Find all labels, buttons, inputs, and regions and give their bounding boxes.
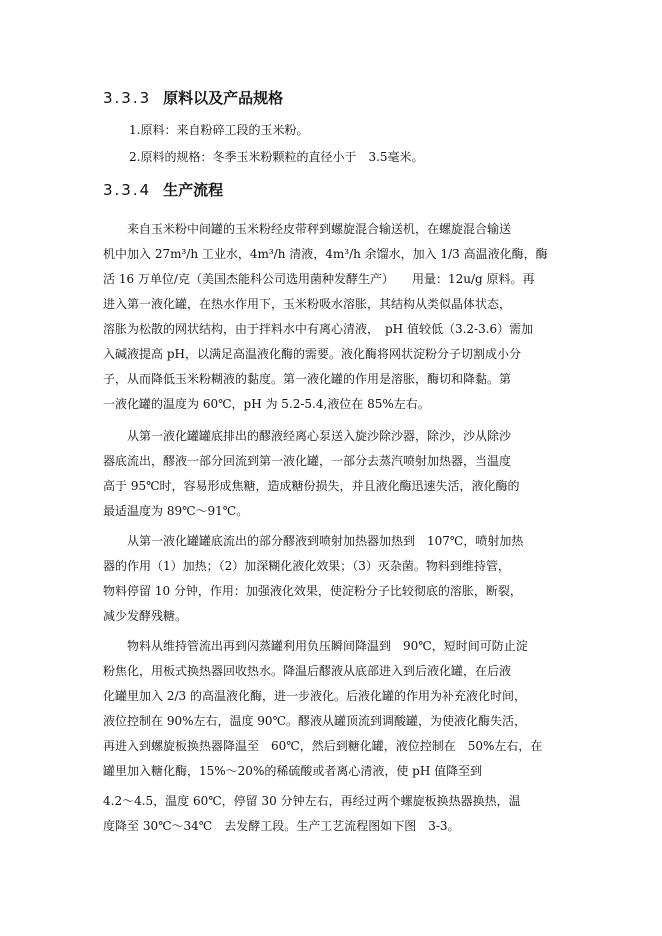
paragraph-line: 液位控制在 90%左右，温度 90℃。醪液从罐顶流到调酸罐，为使液化酶失活， xyxy=(103,714,526,728)
section-number: 3.3.4 xyxy=(103,181,152,199)
section-heading-3-3-4 xyxy=(103,180,223,200)
paragraph-line: 从第一液化罐罐底流出的部分醪液到喷射加热器加热到 107℃，喷射加热 xyxy=(127,534,524,548)
paragraph-line: 粉焦化，用板式换热器回收热水。降温后醪液从底部进入到后液化罐，在后液 xyxy=(103,664,512,678)
paragraph-line: 子，从而降低玉米粉糊液的黏度。第一液化罐的作用是溶胀，酶切和降黏。第 xyxy=(103,372,512,386)
paragraph-line: 入碱液提高 pH，以满足高温液化酶的需要。液化酶将网状淀粉分子切割成小分 xyxy=(103,347,521,361)
paragraph-line: 器的作用（1）加热；（2）加深糊化液化效果；（3）灭杂菌。物料到维持管， xyxy=(103,559,510,573)
paragraph-line: 器底流出，醪液一部分回流到第一液化罐，一部分去蒸汽喷射加热器，当温度 xyxy=(103,454,512,468)
list-item: 2.原料的规格：冬季玉米粉颗粒的直径小于 3.5毫米。 xyxy=(129,150,424,164)
paragraph-line: 溶胀为松散的网状结构，由于拌料水中有离心清液， pH 值较低（3.2-3.6）需加 xyxy=(103,322,534,336)
paragraph-line: 罐里加入糖化酶，15%～20%的稀硫酸或者离心清液，使 pH 值降至到 xyxy=(103,764,483,778)
section-number: 3.3.3 xyxy=(103,89,152,107)
paragraph-line: 度降至 30℃～34℃ 去发酵工段。生产工艺流程图如下图 3-3。 xyxy=(103,819,460,833)
paragraph-line: 化罐里加入 2/3 的高温液化酶，进一步液化。后液化罐的作用为补充液化时间， xyxy=(103,689,526,703)
paragraph-line: 活 16 万单位/克（美国杰能科公司选用菌种发酵生产） 用量：12u/g 原料。再 xyxy=(103,272,535,286)
section-heading-3-3-3 xyxy=(103,88,283,108)
paragraph-line: 物料停留 10 分钟，作用：加强液化效果，使淀粉分子比较彻底的溶胀，断裂， xyxy=(103,584,522,598)
paragraph-line: 一液化罐的温度为 60℃，pH 为 5.2-5.4,液位在 85%左右。 xyxy=(103,397,430,411)
paragraph-line: 来自玉米粉中间罐的玉米粉经皮带秤到螺旋混合输送机，在螺旋混合输送 xyxy=(127,222,512,236)
list-item: 1.原料：来自粉碎工段的玉米粉。 xyxy=(129,123,309,137)
section-title: 原料以及产品规格 xyxy=(163,89,284,107)
paragraph-line: 进入第一液化罐，在热水作用下，玉米粉吸水溶胀，其结构从类似晶体状态， xyxy=(103,297,512,311)
section-title: 生产流程 xyxy=(163,181,224,199)
paragraph-line: 4.2～4.5，温度 60℃，停留 30 分钟左右，再经过两个螺旋板换热器换热，温 xyxy=(103,794,521,808)
paragraph-line: 机中加入 27m³/h 工业水，4m³/h 清液，4m³/h 余馏水，加入 1/3 高温液化酶，酶 xyxy=(103,247,548,261)
paragraph-line: 从第一液化罐罐底排出的醪液经离心泵送入旋沙除沙器，除沙，沙从除沙 xyxy=(127,429,512,443)
paragraph-line: 最适温度为 89℃～91℃。 xyxy=(103,504,249,518)
paragraph-line: 再进入到螺旋板换热器降温至 60℃，然后到糖化罐，液位控制在 50%左右，在 xyxy=(103,739,543,753)
paragraph-line: 物料从维持管流出再到闪蒸罐利用负压瞬间降温到 90℃，短时间可防止淀 xyxy=(127,639,528,653)
paragraph-line: 减少发酵残糖。 xyxy=(103,609,188,623)
paragraph-line: 高于 95℃时，容易形成焦糖，造成糖份损失，并且液化酶迅速失活，液化酶的 xyxy=(103,479,520,493)
